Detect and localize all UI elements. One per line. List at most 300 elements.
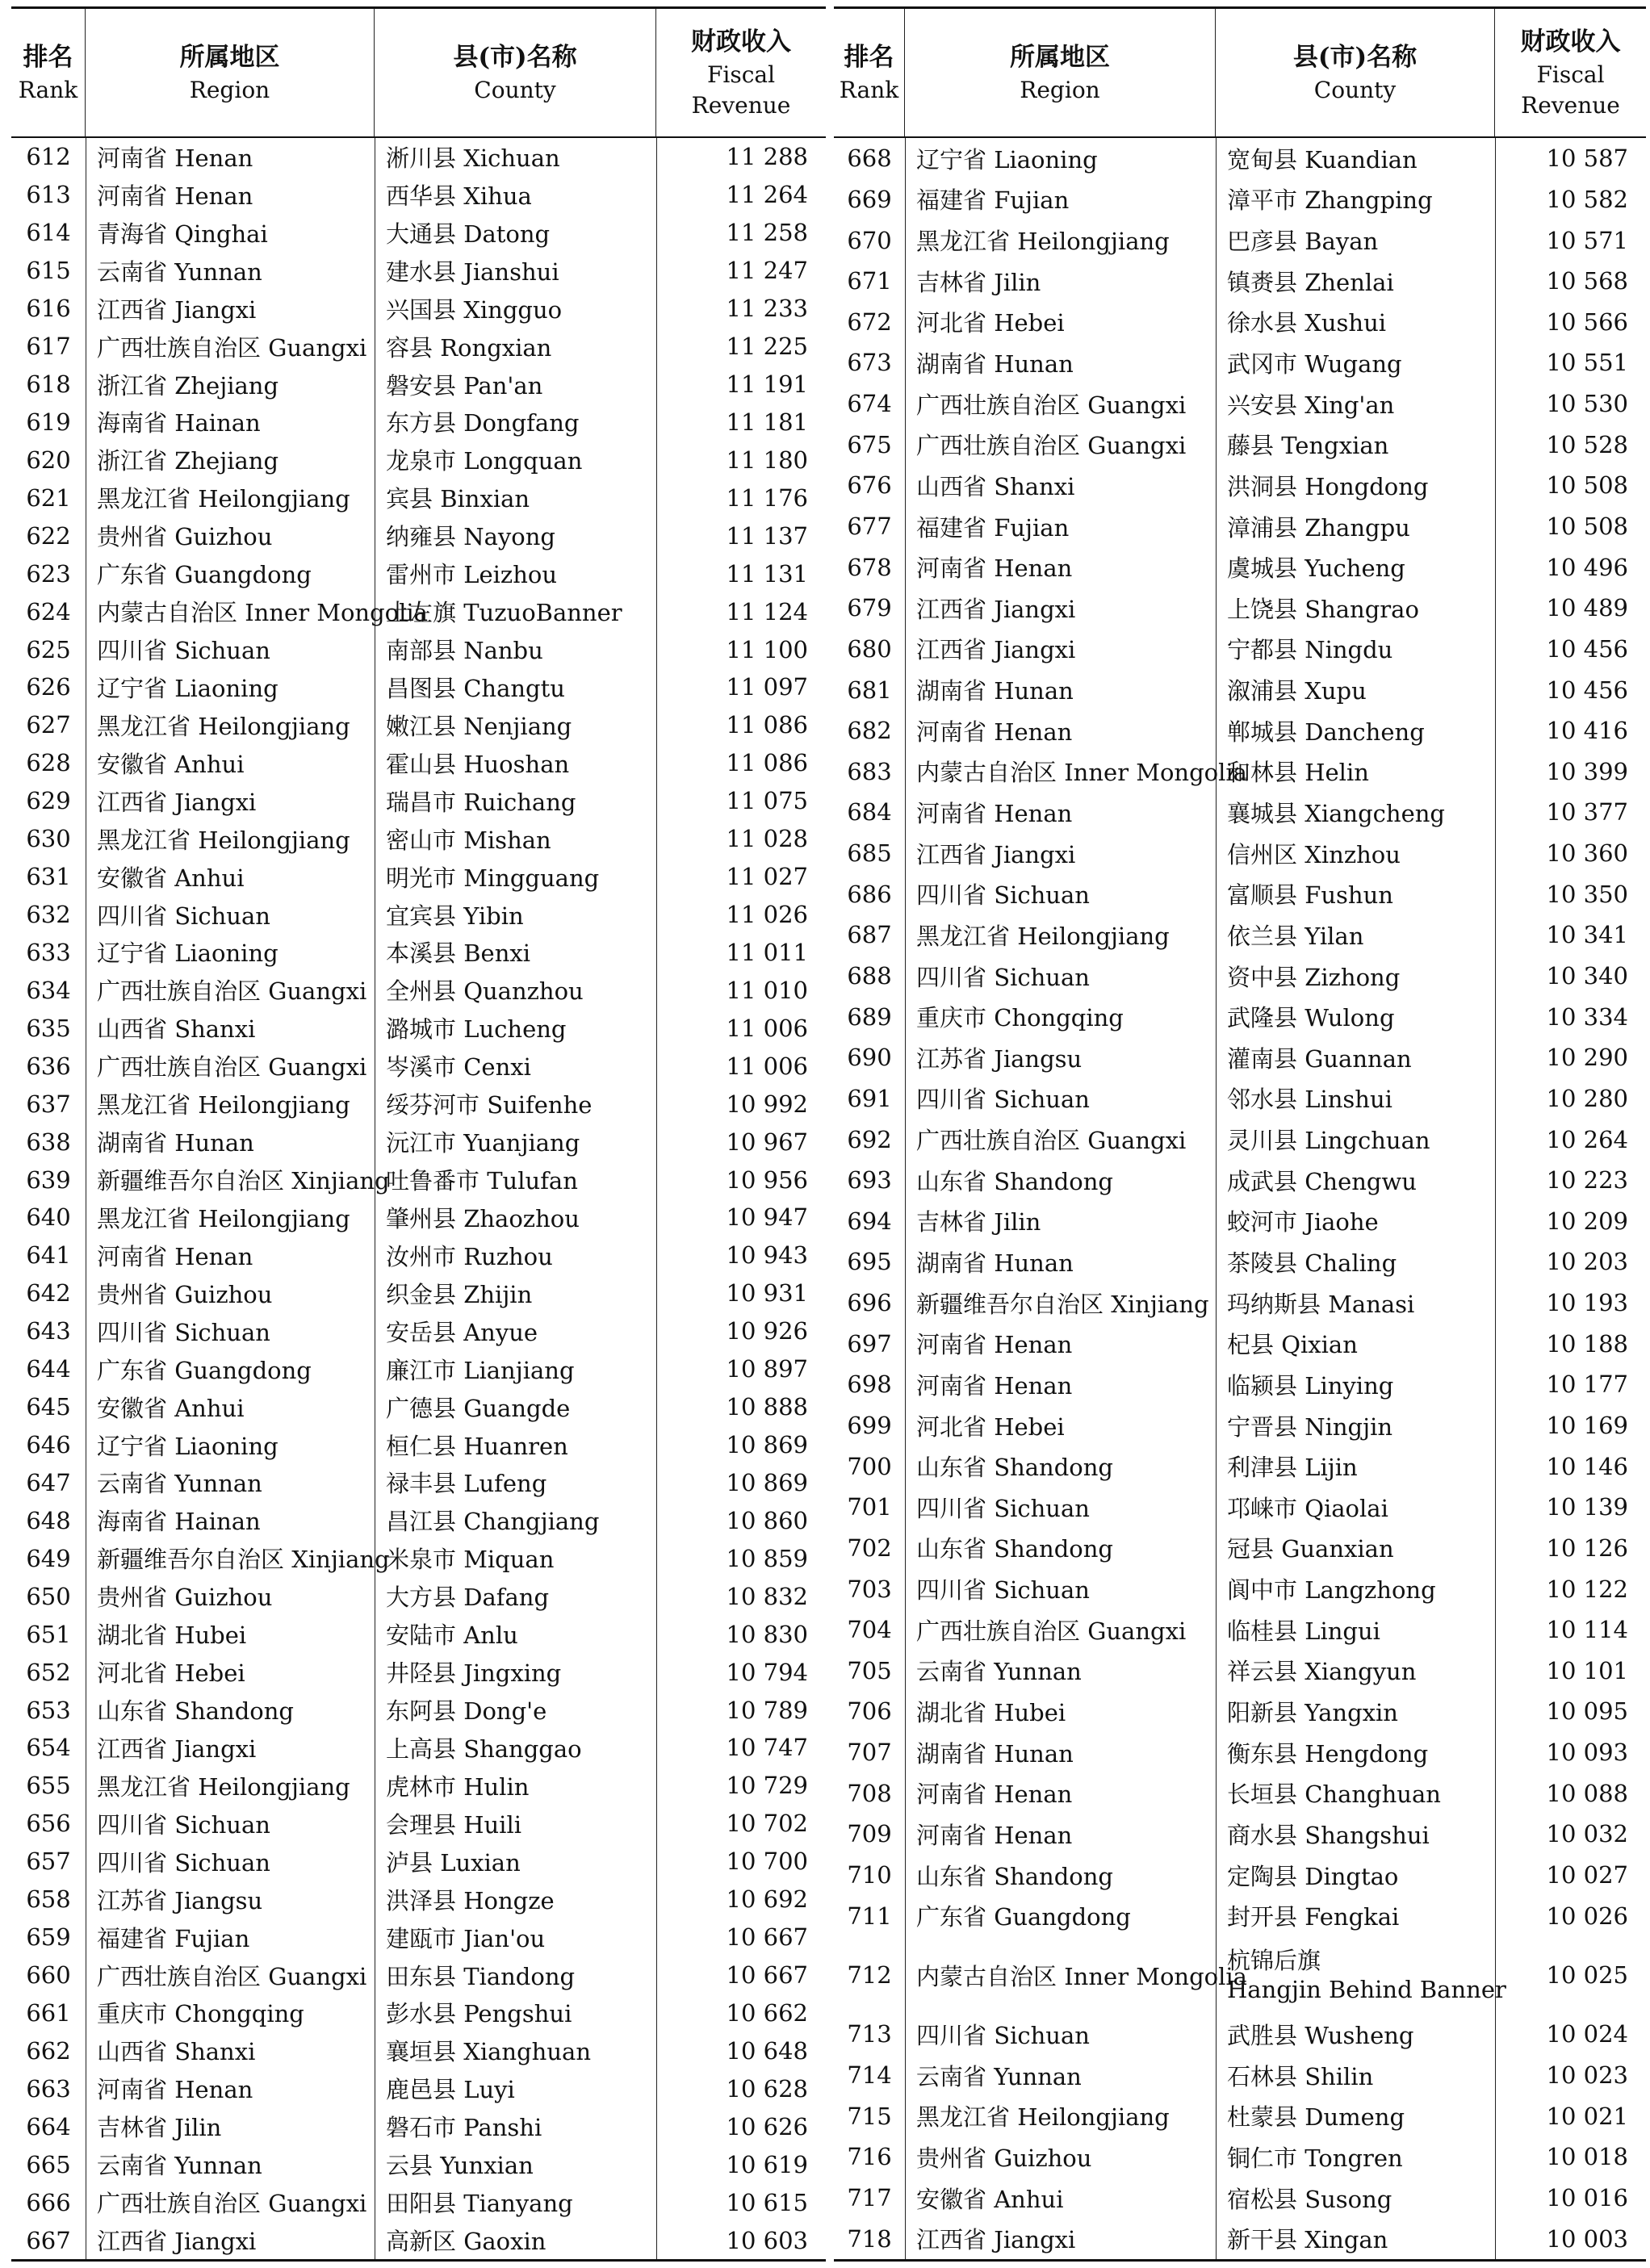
revenue-cell: 10 667 — [726, 1923, 808, 1952]
rank-cell: 707 — [847, 1739, 892, 1767]
county-cell: 彭水县 Pengshui — [386, 2000, 572, 2028]
county-cell: 明光市 Mingguang — [386, 864, 600, 892]
region-cell: 辽宁省 Liaoning — [97, 1432, 278, 1460]
region-cell: 黑龙江省 Heilongjiang — [97, 826, 350, 854]
table-row — [11, 328, 826, 366]
table-left — [11, 6, 826, 2262]
revenue-cell: 10 264 — [1546, 1125, 1628, 1153]
rank-cell: 649 — [26, 1544, 71, 1572]
table-row — [834, 506, 1646, 547]
county-cell: 铜仁市 Tongren — [1227, 2144, 1403, 2172]
county-cell: 资中县 Zizhong — [1227, 963, 1401, 991]
rank-cell: 695 — [847, 1248, 892, 1276]
region-cell: 内蒙古自治区 Inner Mongolia — [97, 599, 428, 627]
region-cell: 河南省 Henan — [97, 1242, 253, 1270]
revenue-cell: 10 399 — [1546, 757, 1628, 785]
table-row — [11, 1009, 826, 1047]
revenue-cell: 11 075 — [726, 787, 808, 815]
county-cell: 上高县 Shanggao — [386, 1734, 582, 1763]
revenue-cell: 10 869 — [726, 1468, 808, 1496]
county-cell: 桓仁县 Huanren — [386, 1432, 568, 1460]
revenue-cell: 10 122 — [1546, 1575, 1628, 1603]
table-row — [834, 1814, 1646, 1855]
county-cell: 宿松县 Susong — [1227, 2185, 1392, 2213]
region-cell: 江西省 Jiangxi — [916, 595, 1076, 623]
table-row — [834, 2095, 1646, 2136]
table-row — [11, 1653, 826, 1691]
region-cell: 河南省 Henan — [916, 1821, 1073, 1849]
header-revenue-en-1: Fiscal — [706, 61, 776, 88]
table-row — [11, 1274, 826, 1312]
county-cell: 昌江县 Changjiang — [386, 1508, 600, 1536]
region-cell: 四川省 Sichuan — [916, 963, 1090, 991]
table-row — [11, 1350, 826, 1388]
county-cell: 洪洞县 Hongdong — [1227, 472, 1429, 500]
region-cell: 河南省 Henan — [916, 554, 1073, 583]
header-county-en: County — [1313, 76, 1397, 103]
revenue-cell: 10 025 — [1546, 1961, 1628, 1990]
region-cell: 广西壮族自治区 Guangxi — [916, 432, 1187, 460]
revenue-cell: 11 258 — [726, 219, 808, 247]
rank-cell: 670 — [847, 226, 892, 254]
region-cell: 江苏省 Jiangsu — [916, 1044, 1083, 1073]
county-cell: 泸县 Luxian — [386, 1848, 521, 1877]
county-cell: 上饶县 Shangrao — [1227, 595, 1419, 623]
region-cell: 河北省 Hebei — [916, 1412, 1065, 1441]
region-cell: 云南省 Yunnan — [97, 1470, 262, 1498]
header-county-zh: 县(市)名称 — [1292, 42, 1418, 72]
rank-cell: 642 — [26, 1279, 71, 1308]
region-cell: 广西壮族自治区 Guangxi — [916, 1127, 1187, 1155]
table-row — [834, 1405, 1646, 1446]
table-row — [11, 252, 826, 290]
rank-cell: 662 — [26, 2036, 71, 2065]
region-cell: 湖南省 Hunan — [97, 1129, 254, 1157]
rank-cell: 700 — [847, 1452, 892, 1480]
revenue-cell: 11 027 — [726, 863, 808, 891]
table-row — [11, 1881, 826, 1919]
table-row — [11, 404, 826, 441]
table-row — [11, 1767, 826, 1805]
revenue-cell: 10 416 — [1546, 717, 1628, 745]
revenue-cell: 11 100 — [726, 635, 808, 663]
revenue-cell: 10 626 — [726, 2112, 808, 2140]
region-cell: 云南省 Yunnan — [97, 2152, 262, 2180]
region-cell: 山西省 Shanxi — [916, 472, 1075, 500]
revenue-cell: 10 024 — [1546, 2020, 1628, 2048]
county-cell: 岑溪市 Cenxi — [386, 1053, 531, 1082]
revenue-cell: 10 587 — [1546, 144, 1628, 173]
region-cell: 四川省 Sichuan — [97, 637, 270, 665]
revenue-cell: 10 095 — [1546, 1697, 1628, 1726]
revenue-cell: 10 943 — [726, 1241, 808, 1270]
rank-cell: 696 — [847, 1289, 892, 1317]
revenue-cell: 10 456 — [1546, 676, 1628, 704]
rank-cell: 633 — [26, 938, 71, 966]
rank-cell: 693 — [847, 1166, 892, 1195]
table-row — [11, 1539, 826, 1577]
table-row — [834, 342, 1646, 383]
region-cell: 江西省 Jiangxi — [97, 295, 257, 324]
region-cell: 广西壮族自治区 Guangxi — [97, 333, 367, 362]
header-revenue-en-1: Fiscal — [1536, 61, 1605, 88]
header-revenue-en-2: Revenue — [691, 91, 791, 119]
region-cell: 湖北省 Hubei — [97, 1621, 247, 1650]
region-cell: 安徽省 Anhui — [916, 2185, 1064, 2213]
header-county — [1216, 9, 1495, 136]
county-cell: 衡东县 Hengdong — [1227, 1739, 1429, 1768]
rank-cell: 668 — [847, 144, 892, 173]
region-cell: 吉林省 Jilin — [916, 1208, 1041, 1237]
rank-cell: 699 — [847, 1412, 892, 1440]
revenue-cell: 10 088 — [1546, 1779, 1628, 1807]
revenue-cell: 10 603 — [726, 2226, 808, 2254]
region-cell: 河南省 Henan — [916, 1781, 1073, 1809]
header-county-en: County — [474, 76, 556, 103]
region-cell: 四川省 Sichuan — [916, 1494, 1090, 1522]
table-row — [834, 710, 1646, 751]
table-row — [834, 220, 1646, 261]
region-cell: 黑龙江省 Heilongjiang — [916, 922, 1170, 950]
header-region — [86, 9, 375, 136]
county-cell: 武胜县 Wusheng — [1227, 2021, 1414, 2049]
rank-cell: 627 — [26, 711, 71, 739]
revenue-cell: 10 967 — [726, 1128, 808, 1156]
table-row — [11, 858, 826, 896]
rank-cell: 682 — [847, 717, 892, 745]
table-row — [834, 2218, 1646, 2259]
revenue-cell: 10 360 — [1546, 839, 1628, 868]
county-cell: 沅江市 Yuanjiang — [386, 1129, 580, 1157]
table-row — [834, 1936, 1646, 2014]
county-cell: 漳平市 Zhangping — [1227, 186, 1433, 215]
county-cell: 南部县 Nanbu — [386, 637, 543, 665]
county-cell: 溆浦县 Xupu — [1227, 677, 1367, 705]
rank-cell: 711 — [847, 1902, 892, 1930]
revenue-cell: 10 692 — [726, 1885, 808, 1914]
region-cell: 黑龙江省 Heilongjiang — [97, 1091, 350, 1119]
table-row — [11, 441, 826, 479]
rank-cell: 645 — [26, 1393, 71, 1421]
region-cell: 广东省 Guangdong — [97, 561, 312, 589]
table-row — [834, 302, 1646, 343]
county-cell: 吐鲁番市 Tulufan — [386, 1167, 578, 1195]
revenue-cell: 10 619 — [726, 2150, 808, 2178]
county-cell: 兴国县 Xingguo — [386, 295, 563, 324]
table-row — [11, 479, 826, 517]
revenue-cell: 10 956 — [726, 1165, 808, 1194]
rank-cell: 680 — [847, 634, 892, 663]
region-cell: 江西省 Jiangxi — [916, 2226, 1076, 2254]
region-cell: 河南省 Henan — [97, 144, 253, 172]
region-cell: 山东省 Shandong — [916, 1454, 1113, 1482]
header-revenue — [656, 9, 826, 136]
revenue-cell: 11 233 — [726, 295, 808, 323]
region-cell: 山东省 Shandong — [916, 1535, 1113, 1563]
rank-cell: 691 — [847, 1084, 892, 1112]
table-row — [11, 1388, 826, 1426]
header-rank-zh: 排名 — [844, 42, 894, 72]
region-cell: 新疆维吾尔自治区 Xinjiang — [97, 1546, 390, 1574]
county-cell: 阆中市 Langzhong — [1227, 1576, 1436, 1605]
header-region-en: Region — [189, 76, 270, 103]
table-row — [11, 1994, 826, 2032]
county-cell: 云县 Yunxian — [386, 2152, 534, 2180]
county-cell: 新干县 Xingan — [1227, 2226, 1388, 2254]
revenue-cell: 11 264 — [726, 181, 808, 209]
county-cell: 徐水县 Xushui — [1227, 309, 1387, 337]
table-row — [834, 465, 1646, 506]
region-cell: 四川省 Sichuan — [97, 902, 270, 930]
revenue-cell: 10 126 — [1546, 1534, 1628, 1562]
table-row — [834, 669, 1646, 710]
rank-cell: 638 — [26, 1128, 71, 1156]
table-row — [834, 1772, 1646, 1814]
rank-cell: 694 — [847, 1207, 892, 1235]
revenue-cell: 10 177 — [1546, 1370, 1628, 1399]
region-cell: 安徽省 Anhui — [97, 864, 245, 892]
table-row — [11, 2107, 826, 2145]
rank-cell: 646 — [26, 1431, 71, 1459]
revenue-cell: 11 181 — [726, 408, 808, 436]
table-row — [834, 261, 1646, 302]
table-row — [11, 366, 826, 404]
county-cell: 建瓯市 Jian'ou — [386, 1924, 546, 1952]
region-cell: 安徽省 Anhui — [97, 750, 245, 778]
revenue-cell: 11 086 — [726, 711, 808, 739]
revenue-cell: 10 648 — [726, 2036, 808, 2065]
rank-cell: 709 — [847, 1820, 892, 1848]
county-cell: 雷州市 Leizhou — [386, 561, 558, 589]
rank-cell: 708 — [847, 1779, 892, 1807]
revenue-cell: 10 456 — [1546, 634, 1628, 663]
rank-cell: 661 — [26, 1998, 71, 2027]
rank-cell: 660 — [26, 1961, 71, 1990]
region-cell: 海南省 Hainan — [97, 1508, 261, 1536]
rank-cell: 630 — [26, 825, 71, 853]
revenue-cell: 11 225 — [726, 333, 808, 361]
county-cell: 高新区 Gaoxin — [386, 2228, 547, 2256]
table-row — [11, 1919, 826, 1956]
region-cell: 河南省 Henan — [916, 799, 1073, 827]
rank-cell: 669 — [847, 185, 892, 213]
county-cell: 宜宾县 Yibin — [386, 902, 524, 930]
rank-cell: 704 — [847, 1616, 892, 1644]
county-cell: 定陶县 Dingtao — [1227, 1862, 1399, 1890]
county-cell: 杞县 Qixian — [1227, 1331, 1358, 1359]
rank-cell: 631 — [26, 863, 71, 891]
county-cell: 临颍县 Linying — [1227, 1371, 1394, 1400]
rank-cell: 626 — [26, 673, 71, 701]
region-cell: 四川省 Sichuan — [97, 1318, 270, 1346]
county-cell: 商水县 Shangshui — [1227, 1821, 1430, 1849]
header-region-zh: 所属地区 — [1010, 42, 1110, 72]
region-cell: 云南省 Yunnan — [97, 257, 262, 286]
region-cell: 福建省 Fujian — [97, 1924, 250, 1952]
county-cell: 织金县 Zhijin — [386, 1280, 533, 1308]
region-cell: 山东省 Shandong — [97, 1697, 294, 1726]
county-cell: 祥云县 Xiangyun — [1227, 1658, 1417, 1686]
rank-cell: 675 — [847, 430, 892, 458]
table-body — [11, 138, 826, 2262]
rank-cell: 619 — [26, 408, 71, 436]
table-row — [834, 751, 1646, 793]
region-cell: 江西省 Jiangxi — [97, 1734, 257, 1763]
county-cell: 蛟河市 Jiaohe — [1227, 1208, 1379, 1237]
revenue-cell: 10 341 — [1546, 921, 1628, 949]
rank-cell: 706 — [847, 1697, 892, 1726]
header-rank — [11, 9, 86, 136]
table-row — [834, 1323, 1646, 1364]
region-cell: 贵州省 Guizhou — [916, 2144, 1092, 2172]
table-row — [834, 1568, 1646, 1609]
revenue-cell: 11 191 — [726, 370, 808, 399]
revenue-cell: 10 290 — [1546, 1044, 1628, 1072]
table-row — [834, 588, 1646, 629]
region-cell: 广西壮族自治区 Guangxi — [916, 391, 1187, 419]
table-row — [11, 1729, 826, 1767]
table-row — [11, 1312, 826, 1350]
revenue-cell: 10 897 — [726, 1355, 808, 1383]
header-region-zh: 所属地区 — [179, 42, 280, 72]
revenue-cell: 10 350 — [1546, 880, 1628, 908]
rank-cell: 634 — [26, 976, 71, 1004]
revenue-cell: 10 169 — [1546, 1412, 1628, 1440]
county-name-zh: 杭锦后旗 — [1227, 1947, 1321, 1975]
rank-cell: 655 — [26, 1772, 71, 1800]
county-cell: 安陆市 Anlu — [386, 1621, 518, 1650]
county-cell: 纳雍县 Nayong — [386, 523, 555, 551]
table-row — [11, 1199, 826, 1237]
county-cell: 宁都县 Ningdu — [1227, 636, 1393, 664]
county-cell: 米泉市 Miquan — [386, 1546, 555, 1574]
county-cell: 禄丰县 Lufeng — [386, 1470, 547, 1498]
region-cell: 福建省 Fujian — [916, 186, 1070, 215]
county-cell: 西华县 Xihua — [386, 182, 532, 210]
region-cell: 湖南省 Hunan — [916, 677, 1074, 705]
revenue-cell: 10 789 — [726, 1696, 808, 1724]
revenue-cell: 11 131 — [726, 559, 808, 588]
region-cell: 广西壮族自治区 Guangxi — [97, 1962, 367, 1990]
table-row — [11, 1805, 826, 1843]
county-cell: 封开县 Fengkai — [1227, 1903, 1400, 1931]
header-county — [375, 9, 656, 136]
county-cell: 和林县 Helin — [1227, 759, 1369, 787]
revenue-cell: 10 571 — [1546, 226, 1628, 254]
rank-cell: 679 — [847, 594, 892, 622]
table-row — [11, 1843, 826, 1881]
rank-cell: 653 — [26, 1696, 71, 1724]
county-cell: 会理县 Huili — [386, 1810, 522, 1839]
rank-cell: 683 — [847, 757, 892, 785]
region-cell: 江苏省 Jiangsu — [97, 1886, 263, 1914]
table-row — [11, 1501, 826, 1539]
region-cell: 江西省 Jiangxi — [97, 788, 257, 816]
county-cell: 灌南县 Guannan — [1227, 1044, 1412, 1073]
region-cell: 浙江省 Zhejiang — [97, 371, 279, 400]
revenue-cell: 10 566 — [1546, 308, 1628, 336]
county-cell: 安岳县 Anyue — [386, 1318, 538, 1346]
table-row — [11, 1047, 826, 1085]
region-cell: 河北省 Hebei — [97, 1659, 245, 1688]
region-cell: 河南省 Henan — [916, 718, 1073, 746]
county-cell: 本溪县 Benxi — [386, 939, 530, 968]
table-row — [834, 1487, 1646, 1528]
rank-cell: 658 — [26, 1885, 71, 1914]
county-cell: 富顺县 Fushun — [1227, 881, 1393, 910]
table-row — [11, 630, 826, 668]
rank-cell: 677 — [847, 513, 892, 541]
table-row — [834, 914, 1646, 956]
rank-cell: 629 — [26, 787, 71, 815]
revenue-cell: 10 667 — [726, 1961, 808, 1990]
table-row — [834, 1691, 1646, 1732]
county-cell: 东阿县 Dong'e — [386, 1697, 547, 1726]
table-row — [11, 517, 826, 554]
table-row — [834, 1446, 1646, 1487]
rank-cell: 678 — [847, 553, 892, 581]
table-row — [11, 138, 826, 176]
county-cell: 磐石市 Panshi — [386, 2114, 542, 2142]
rank-cell: 623 — [26, 559, 71, 588]
header-rank-zh: 排名 — [23, 42, 73, 72]
county-cell: 瑞昌市 Ruichang — [386, 788, 576, 816]
rank-cell: 617 — [26, 333, 71, 361]
region-cell: 山东省 Shandong — [916, 1862, 1113, 1890]
table-row — [834, 1119, 1646, 1160]
revenue-cell: 11 011 — [726, 938, 808, 966]
county-cell: 井陉县 Jingxing — [386, 1659, 562, 1688]
revenue-cell: 10 203 — [1546, 1248, 1628, 1276]
county-cell: 潞城市 Lucheng — [386, 1015, 567, 1044]
region-cell: 福建省 Fujian — [916, 513, 1070, 542]
table-row — [834, 546, 1646, 588]
county-cell: 土左旗 TuzuoBanner — [386, 599, 622, 627]
table-row — [834, 873, 1646, 914]
table-row — [11, 2145, 826, 2183]
county-cell: 郸城县 Dancheng — [1227, 718, 1425, 746]
region-cell: 四川省 Sichuan — [916, 1086, 1090, 1114]
region-cell: 河南省 Henan — [916, 1371, 1073, 1400]
county-cell: 洪泽县 Hongze — [386, 1886, 555, 1914]
region-cell: 贵州省 Guizhou — [97, 1280, 273, 1308]
revenue-cell: 10 508 — [1546, 513, 1628, 541]
county-cell: 茶陵县 Chaling — [1227, 1249, 1397, 1277]
revenue-cell: 10 021 — [1546, 2102, 1628, 2130]
county-cell: 阳新县 Yangxin — [1227, 1698, 1398, 1726]
revenue-cell: 10 340 — [1546, 962, 1628, 990]
revenue-cell: 10 729 — [726, 1772, 808, 1800]
revenue-cell: 10 093 — [1546, 1739, 1628, 1767]
rank-cell: 647 — [26, 1468, 71, 1496]
table-row — [11, 2221, 826, 2259]
table-row — [11, 1577, 826, 1615]
rank-cell: 643 — [26, 1317, 71, 1345]
table-row — [834, 833, 1646, 874]
revenue-cell: 10 859 — [726, 1544, 808, 1572]
region-cell: 四川省 Sichuan — [916, 881, 1090, 910]
county-cell: 磐安县 Pan'an — [386, 371, 543, 400]
revenue-cell: 10 530 — [1546, 390, 1628, 418]
county-cell: 肇州县 Zhaozhou — [386, 1204, 580, 1232]
table-row — [11, 1085, 826, 1123]
table-row — [11, 1691, 826, 1729]
revenue-cell: 10 794 — [726, 1658, 808, 1686]
county-cell: 兴安县 Xing'an — [1227, 391, 1395, 419]
region-cell: 广西壮族自治区 Guangxi — [97, 2190, 367, 2218]
revenue-cell: 10 869 — [726, 1431, 808, 1459]
header-revenue-zh: 财政收入 — [1520, 27, 1621, 56]
